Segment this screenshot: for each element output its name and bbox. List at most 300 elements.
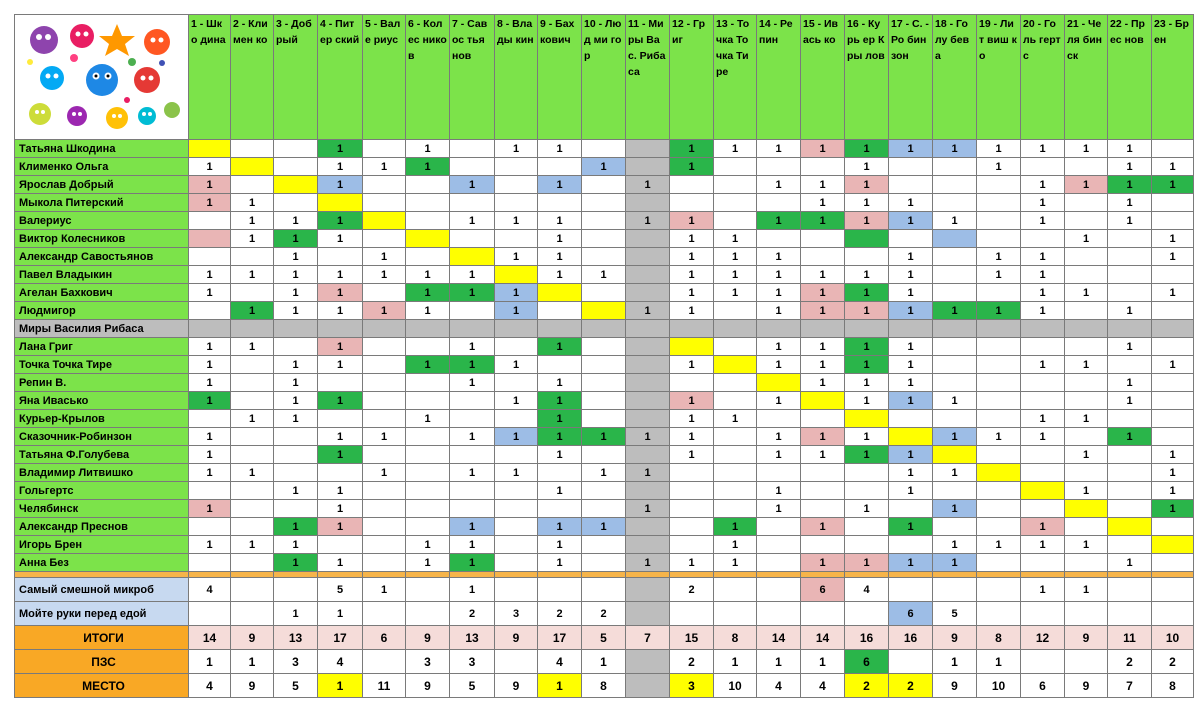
column-header-2: 2 - Кли мен ко <box>231 15 274 140</box>
cell: 1 <box>757 266 801 284</box>
cell <box>1021 374 1065 392</box>
cell: 15 <box>670 626 714 650</box>
cell <box>495 176 538 194</box>
cell <box>363 500 406 518</box>
cell: 1 <box>626 500 670 518</box>
cell <box>933 374 977 392</box>
cell <box>889 176 933 194</box>
cell <box>977 392 1021 410</box>
cell <box>714 392 757 410</box>
cell <box>274 176 318 194</box>
cell <box>714 356 757 374</box>
cell: 1 <box>845 302 889 320</box>
cell: 1 <box>845 446 889 464</box>
cell <box>1065 374 1108 392</box>
cell <box>714 428 757 446</box>
cell <box>626 140 670 158</box>
cell: 8 <box>714 626 757 650</box>
cell: 1 <box>1021 518 1065 536</box>
cell: 8 <box>582 674 626 698</box>
cell: 1 <box>538 176 582 194</box>
column-header-3: 3 - Доб рый <box>274 15 318 140</box>
cell <box>582 392 626 410</box>
cell: 1 <box>845 176 889 194</box>
cell: 1 <box>450 536 495 554</box>
column-header-8: 8 - Влады кин <box>495 15 538 140</box>
cell: 1 <box>495 212 538 230</box>
cell: 1 <box>231 410 274 428</box>
cell <box>1152 374 1194 392</box>
cell: 1 <box>757 650 801 674</box>
cell <box>889 536 933 554</box>
cell: 1 <box>582 158 626 176</box>
cell <box>933 230 977 248</box>
cell: 1 <box>582 518 626 536</box>
participant-row <box>15 140 1194 158</box>
cell: 2 <box>670 650 714 674</box>
cell: 14 <box>189 626 231 650</box>
cell <box>363 518 406 536</box>
cell: 1 <box>274 248 318 266</box>
cell <box>450 140 495 158</box>
column-header-14: 14 - Репин <box>757 15 801 140</box>
cell: 1 <box>1065 482 1108 500</box>
cell: 2 <box>845 674 889 698</box>
cell: 1 <box>318 176 363 194</box>
cell: 3 <box>670 674 714 698</box>
cell: 1 <box>889 464 933 482</box>
cell <box>231 578 274 602</box>
cell: 1 <box>801 338 845 356</box>
cell <box>495 518 538 536</box>
totals-row <box>15 626 1194 650</box>
cell <box>977 374 1021 392</box>
cell: 1 <box>274 374 318 392</box>
cell <box>582 284 626 302</box>
cell: 1 <box>1152 248 1194 266</box>
cell: 1 <box>845 500 889 518</box>
cell: 1 <box>1108 158 1152 176</box>
cell <box>714 176 757 194</box>
cell: 6 <box>801 578 845 602</box>
cell: 1 <box>450 338 495 356</box>
cell: 1 <box>670 140 714 158</box>
cell <box>977 338 1021 356</box>
cell: 1 <box>1065 410 1108 428</box>
cell <box>582 356 626 374</box>
cell <box>933 410 977 428</box>
cell <box>933 320 977 338</box>
cell <box>626 194 670 212</box>
cell: 1 <box>1021 302 1065 320</box>
cell <box>1065 602 1108 626</box>
cell: 1 <box>1152 356 1194 374</box>
cell: 1 <box>231 464 274 482</box>
cell: 1 <box>1021 248 1065 266</box>
cell <box>889 158 933 176</box>
cell <box>1108 410 1152 428</box>
participant-row-label: Валериус <box>15 212 189 230</box>
cell <box>626 230 670 248</box>
cell <box>845 248 889 266</box>
cell <box>1108 266 1152 284</box>
cell <box>495 554 538 572</box>
cell <box>845 518 889 536</box>
cell <box>231 602 274 626</box>
cell <box>977 194 1021 212</box>
cell: 1 <box>450 374 495 392</box>
cell: 9 <box>406 674 450 698</box>
cell: 1 <box>582 428 626 446</box>
cell <box>274 428 318 446</box>
cell: 1 <box>450 284 495 302</box>
cell: 1 <box>714 284 757 302</box>
cell: 1 <box>495 248 538 266</box>
cell: 1 <box>1021 176 1065 194</box>
participant-row <box>15 338 1194 356</box>
cell <box>977 482 1021 500</box>
cell <box>714 446 757 464</box>
cell <box>1152 140 1194 158</box>
cell <box>626 320 670 338</box>
microbe-illustration-icon <box>22 18 182 134</box>
cell <box>801 248 845 266</box>
column-header-4: 4 - Питер ский <box>318 15 363 140</box>
cell <box>626 338 670 356</box>
cell <box>1108 464 1152 482</box>
cell <box>1108 518 1152 536</box>
cell <box>977 284 1021 302</box>
cell: 1 <box>714 536 757 554</box>
cell: 1 <box>582 650 626 674</box>
cell: 1 <box>450 554 495 572</box>
participant-row <box>15 266 1194 284</box>
cell: 2 <box>1152 650 1194 674</box>
cell <box>933 248 977 266</box>
cell: 1 <box>274 230 318 248</box>
cell: 1 <box>318 230 363 248</box>
cell <box>757 230 801 248</box>
cell: 1 <box>318 392 363 410</box>
participant-row <box>15 428 1194 446</box>
cell <box>626 482 670 500</box>
participant-row-label: Гольгертс <box>15 482 189 500</box>
cell: 1 <box>406 356 450 374</box>
cell: 1 <box>933 140 977 158</box>
cell <box>363 284 406 302</box>
cell: 1 <box>714 230 757 248</box>
cell <box>977 602 1021 626</box>
cell: 1 <box>450 266 495 284</box>
cell: 1 <box>406 536 450 554</box>
cell: 1 <box>1021 212 1065 230</box>
cell: 1 <box>189 176 231 194</box>
cell: 1 <box>670 302 714 320</box>
cell: 1 <box>318 302 363 320</box>
cell <box>1152 266 1194 284</box>
participant-row <box>15 374 1194 392</box>
column-header-1: 1 - Шко дина <box>189 15 231 140</box>
participant-row <box>15 464 1194 482</box>
cell: 12 <box>1021 626 1065 650</box>
cell <box>801 230 845 248</box>
cell: 1 <box>933 392 977 410</box>
cell <box>231 500 274 518</box>
cell <box>714 578 757 602</box>
cell <box>1108 230 1152 248</box>
cell: 1 <box>757 446 801 464</box>
cell: 8 <box>1152 674 1194 698</box>
cell: 1 <box>318 428 363 446</box>
cell: 1 <box>538 554 582 572</box>
cell: 1 <box>231 650 274 674</box>
cell: 1 <box>1108 374 1152 392</box>
cell: 1 <box>538 248 582 266</box>
cell <box>757 158 801 176</box>
cell <box>406 446 450 464</box>
cell: 1 <box>318 266 363 284</box>
cell: 1 <box>538 392 582 410</box>
cell: 1 <box>670 392 714 410</box>
cell: 1 <box>318 140 363 158</box>
cell <box>582 554 626 572</box>
cell <box>626 536 670 554</box>
cell: 1 <box>582 464 626 482</box>
cell: 1 <box>670 446 714 464</box>
cell <box>231 158 274 176</box>
cell <box>406 374 450 392</box>
cell <box>757 374 801 392</box>
cell <box>1108 482 1152 500</box>
cell: 1 <box>231 266 274 284</box>
cell: 1 <box>757 212 801 230</box>
cell: 1 <box>450 428 495 446</box>
cell <box>495 230 538 248</box>
participant-row-label: Игорь Брен <box>15 536 189 554</box>
cell: 5 <box>933 602 977 626</box>
cell: 1 <box>670 248 714 266</box>
cell: 1 <box>670 212 714 230</box>
cell: 1 <box>406 554 450 572</box>
cell: 1 <box>1021 140 1065 158</box>
cell <box>757 410 801 428</box>
cell <box>231 284 274 302</box>
cell: 1 <box>189 284 231 302</box>
cell: 1 <box>933 500 977 518</box>
cell <box>406 338 450 356</box>
pzs-row-label: ПЗС <box>15 650 189 674</box>
cell <box>582 482 626 500</box>
cell <box>1108 356 1152 374</box>
cell: 1 <box>1108 176 1152 194</box>
cell <box>626 374 670 392</box>
cell: 3 <box>406 650 450 674</box>
cell: 1 <box>1021 284 1065 302</box>
cell <box>1108 248 1152 266</box>
cell: 1 <box>406 140 450 158</box>
cell <box>582 230 626 248</box>
cell <box>538 464 582 482</box>
cell <box>977 578 1021 602</box>
cell <box>626 248 670 266</box>
cell: 1 <box>1152 284 1194 302</box>
cell: 11 <box>1108 626 1152 650</box>
cell: 13 <box>450 626 495 650</box>
cell: 1 <box>1152 500 1194 518</box>
cell <box>1021 482 1065 500</box>
cell <box>582 140 626 158</box>
column-header-12: 12 - Григ <box>670 15 714 140</box>
cell <box>933 176 977 194</box>
cell <box>538 302 582 320</box>
cell <box>757 602 801 626</box>
cell: 1 <box>1108 194 1152 212</box>
cell <box>450 194 495 212</box>
cell <box>845 230 889 248</box>
cell: 1 <box>801 554 845 572</box>
cell: 1 <box>274 356 318 374</box>
cell: 1 <box>1021 578 1065 602</box>
cell <box>670 500 714 518</box>
cell: 1 <box>845 212 889 230</box>
cell: 1 <box>845 266 889 284</box>
cell <box>1065 518 1108 536</box>
cell <box>231 446 274 464</box>
cell <box>626 650 670 674</box>
cell <box>801 602 845 626</box>
cell <box>801 410 845 428</box>
cell <box>977 554 1021 572</box>
cell <box>801 392 845 410</box>
cell: 1 <box>189 392 231 410</box>
cell <box>1152 518 1194 536</box>
cell <box>670 320 714 338</box>
participant-row-label: Курьер-Крылов <box>15 410 189 428</box>
cell: 1 <box>801 518 845 536</box>
cell <box>1021 602 1065 626</box>
cell: 1 <box>189 158 231 176</box>
cell: 1 <box>626 176 670 194</box>
cell: 1 <box>845 356 889 374</box>
cell <box>274 338 318 356</box>
participant-row <box>15 482 1194 500</box>
cell: 1 <box>495 356 538 374</box>
cell <box>714 320 757 338</box>
participant-row <box>15 410 1194 428</box>
cell: 1 <box>1065 176 1108 194</box>
cell <box>231 518 274 536</box>
cell: 1 <box>363 158 406 176</box>
cell <box>231 356 274 374</box>
cell <box>977 446 1021 464</box>
cell <box>538 356 582 374</box>
cell: 1 <box>1065 230 1108 248</box>
cell: 1 <box>538 536 582 554</box>
cell <box>977 410 1021 428</box>
cell <box>495 158 538 176</box>
cell: 1 <box>274 284 318 302</box>
cell <box>582 536 626 554</box>
cell <box>363 338 406 356</box>
cell: 1 <box>889 482 933 500</box>
cell <box>626 410 670 428</box>
cell: 1 <box>933 464 977 482</box>
cell: 1 <box>363 266 406 284</box>
cell <box>538 578 582 602</box>
cell <box>363 374 406 392</box>
cell <box>363 554 406 572</box>
cell <box>231 320 274 338</box>
column-header-23: 23 - Брен <box>1152 15 1194 140</box>
cell <box>626 602 670 626</box>
cell <box>626 284 670 302</box>
cell: 1 <box>757 176 801 194</box>
cell: 1 <box>977 266 1021 284</box>
cell: 2 <box>538 602 582 626</box>
cell: 1 <box>538 518 582 536</box>
column-header-16: 16 - Курь ер Кры лов <box>845 15 889 140</box>
cell <box>495 446 538 464</box>
cell <box>1065 650 1108 674</box>
cell: 1 <box>363 248 406 266</box>
cell <box>189 230 231 248</box>
column-header-11: 11 - Миры Вас. Рибаса <box>626 15 670 140</box>
cell: 1 <box>274 410 318 428</box>
cell <box>889 578 933 602</box>
cell <box>933 578 977 602</box>
cell: 1 <box>318 518 363 536</box>
cell <box>318 464 363 482</box>
cell <box>714 302 757 320</box>
cell: 1 <box>845 374 889 392</box>
cell <box>582 212 626 230</box>
cell <box>1021 464 1065 482</box>
cell <box>274 500 318 518</box>
cell: 1 <box>889 338 933 356</box>
cell: 1 <box>670 410 714 428</box>
cell <box>495 482 538 500</box>
cell <box>626 266 670 284</box>
cell <box>977 230 1021 248</box>
cell <box>318 320 363 338</box>
cell <box>670 194 714 212</box>
cell: 1 <box>977 158 1021 176</box>
cell <box>1152 536 1194 554</box>
cell: 1 <box>1065 284 1108 302</box>
cell: 4 <box>801 674 845 698</box>
cell <box>363 392 406 410</box>
cell <box>406 320 450 338</box>
cell <box>714 158 757 176</box>
nomination-row <box>15 602 1194 626</box>
cell: 1 <box>977 140 1021 158</box>
microbes-logo <box>15 15 189 140</box>
cell <box>318 374 363 392</box>
cell <box>582 374 626 392</box>
cell <box>274 158 318 176</box>
participant-row-label: Точка Точка Тире <box>15 356 189 374</box>
cell: 1 <box>538 446 582 464</box>
cell: 1 <box>495 428 538 446</box>
cell <box>801 500 845 518</box>
cell: 1 <box>889 374 933 392</box>
cell: 1 <box>189 374 231 392</box>
cell: 1 <box>274 482 318 500</box>
participant-row-label: Александр Преснов <box>15 518 189 536</box>
column-header-7: 7 - Савос тья нов <box>450 15 495 140</box>
cell: 1 <box>801 194 845 212</box>
cell: 1 <box>1108 338 1152 356</box>
